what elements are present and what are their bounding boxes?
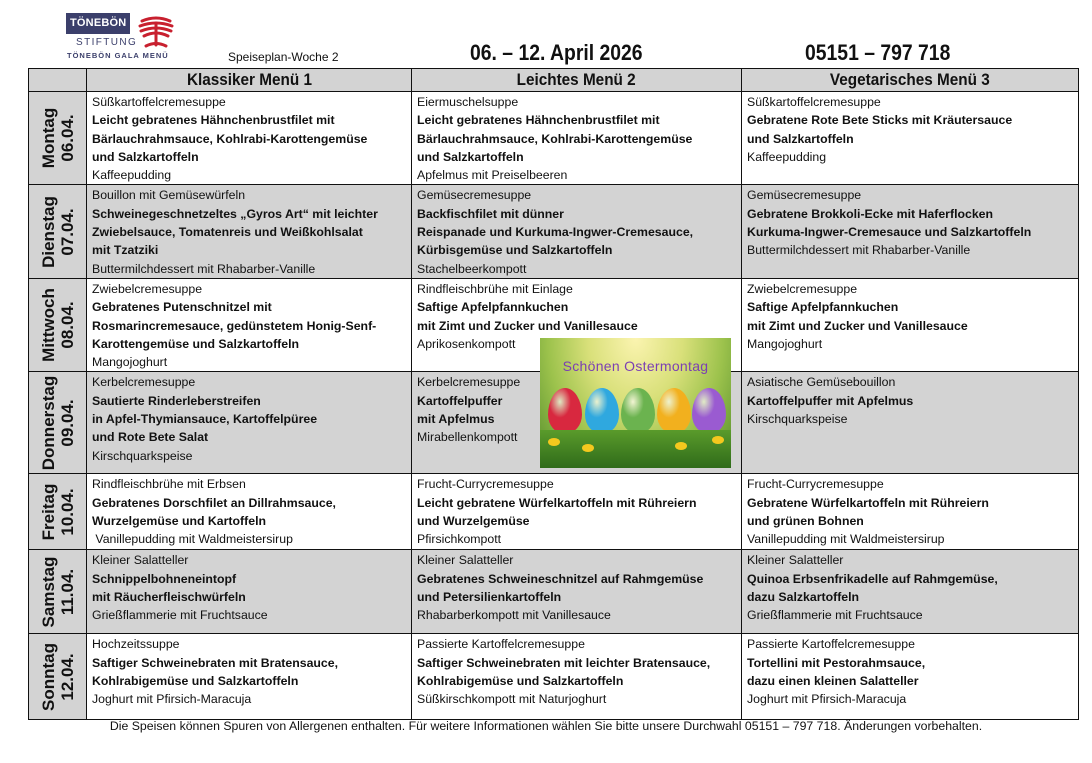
menu-cell-1 (87, 92, 412, 185)
egg-purple (692, 388, 726, 434)
dessert: Kirschquarkspeise (92, 448, 193, 463)
dessert: Mirabellenkompott (417, 430, 518, 445)
soup: Zwiebelcremesuppe (92, 281, 203, 296)
easter-image (540, 338, 731, 468)
dessert: Pfirsichkompott (417, 532, 502, 547)
soup: Hochzeitssuppe (92, 637, 180, 652)
soup: Zwiebelcremesuppe (747, 281, 858, 296)
main-dish-line: Saftige Apfelpfannkuchen (747, 300, 899, 315)
tree-icon (136, 13, 176, 49)
logo (66, 13, 186, 63)
day-label-cell (29, 92, 87, 185)
day-name: Montag (38, 108, 58, 169)
main-dish-line: Bärlauchrahmsauce, Kohlrabi-Karottengemüse (417, 131, 693, 146)
main-dish-line: Gebratenes Schweineschnitzel auf Rahmgemüse (417, 571, 704, 586)
soup: Süßkartoffelcremesuppe (747, 95, 881, 109)
day-label-cell (29, 634, 87, 720)
logo-brand: TÖNEBÖN (66, 13, 130, 34)
main-dish-line: Schweinegeschnetzeltes „Gyros Art“ mit leichter (92, 206, 378, 221)
main-dish-line: mit Zimt und Zucker und Vanillesauce (747, 318, 968, 333)
day-date: 08.04. (57, 301, 77, 349)
day-label-cell (29, 278, 87, 371)
main-dish-line: Kartoffelpuffer (417, 393, 503, 408)
main-dish-line: mit Räucherfleischwürfeln (92, 590, 246, 605)
dessert: Kaffeepudding (747, 149, 827, 164)
day-label-cell (29, 474, 87, 550)
soup: Süßkartoffelcremesuppe (92, 95, 226, 109)
soup: Kleiner Salatteller (417, 553, 514, 568)
logo-sub: STIFTUNG (76, 37, 138, 48)
day-date: 12.04. (57, 653, 77, 701)
soup: Kerbelcremesuppe (92, 375, 196, 390)
main-dish-line: Gebratenes Dorschfilet an Dillrahmsauce, (92, 495, 336, 510)
easter-caption: Schönen Ostermontag (562, 358, 709, 374)
date-range: 06. – 12. April 2026 (470, 40, 643, 65)
soup: Passierte Kartoffelcremesuppe (417, 637, 585, 652)
main-dish-line: und grünen Bohnen (747, 514, 864, 529)
day-date: 11.04. (57, 568, 77, 616)
main-dish-line: Kürbisgemüse und Salzkartoffeln (417, 243, 613, 258)
dessert: Mangojoghurt (92, 355, 168, 370)
soup: Bouillon mit Gemüsewürfeln (92, 188, 246, 203)
header-menu-1 (87, 69, 412, 92)
main-dish-line: dazu Salzkartoffeln (747, 590, 860, 605)
menu-cell-3 (742, 185, 1079, 278)
flower (548, 438, 560, 446)
day-label (39, 288, 77, 362)
main-dish-line: Backfischfilet mit dünner (417, 206, 564, 221)
menu-cell-2 (412, 185, 742, 278)
main-dish-line: Saftige Apfelpfannkuchen (417, 300, 569, 315)
day-row-sonntag (29, 634, 1079, 720)
main-dish-line: Gebratene Rote Bete Sticks mit Kräutersauce (747, 113, 1013, 128)
dessert: Süßkirschkompott mit Naturjoghurt (417, 692, 607, 707)
header-day-col (29, 69, 87, 92)
day-date: 10.04. (57, 488, 77, 536)
soup: Gemüsecremesuppe (417, 188, 532, 203)
dessert: Mangojoghurt (747, 336, 823, 351)
main-dish-line: und Salzkartoffeln (92, 149, 199, 164)
menu-cell-3 (742, 278, 1079, 371)
dessert: Grießflammerie mit Fruchtsauce (92, 608, 268, 623)
soup: Rindfleischbrühe mit Einlage (417, 281, 573, 296)
menu-cell-3 (742, 372, 1079, 474)
main-dish-line: Sautierte Rinderleberstreifen (92, 393, 261, 408)
flower (712, 436, 724, 444)
menu-cell-2 (412, 634, 742, 720)
main-dish-line: Kohlrabigemüse und Salzkartoffeln (417, 674, 624, 689)
day-name: Mittwoch (38, 288, 58, 363)
main-dish-line: dazu einen kleinen Salatteller (747, 674, 919, 689)
main-dish-line: Karottengemüse und Salzkartoffeln (92, 336, 300, 351)
soup: Passierte Kartoffelcremesuppe (747, 637, 915, 652)
main-dish-line: Schnippelbohneneintopf (92, 571, 237, 586)
day-row-freitag (29, 474, 1079, 550)
egg-red (548, 388, 582, 434)
logo-gala: TÖNEBÖN GALA MENÜ (67, 51, 169, 60)
day-name: Sonntag (38, 642, 58, 711)
main-dish-line: mit Tzatziki (92, 243, 159, 258)
soup: Frucht-Currycremesuppe (417, 477, 554, 492)
day-label (39, 557, 77, 628)
main-dish-line: Saftiger Schweinebraten mit leichter Bratensauce, (417, 655, 711, 670)
main-dish-line: Zwiebelsauce, Tomatenreis und Weißkohlsalat (92, 225, 363, 240)
menu-cell-1 (87, 634, 412, 720)
main-dish-line: Kurkuma-Ingwer-Cremesauce und Salzkartoffeln (747, 225, 1032, 240)
main-dish-line: Gebratene Brokkoli-Ecke mit Haferflocken (747, 206, 994, 221)
soup: Kerbelcremesuppe (417, 375, 521, 390)
main-dish-line: mit Zimt und Zucker und Vanillesauce (417, 318, 638, 333)
day-row-samstag (29, 550, 1079, 634)
day-date: 07.04. (57, 208, 77, 256)
main-dish-line: Reispanade und Kurkuma-Ingwer-Cremesauce, (417, 225, 694, 240)
day-label (39, 643, 77, 711)
soup: Gemüsecremesuppe (747, 188, 862, 203)
menu-cell-2 (412, 92, 742, 185)
day-label-cell (29, 550, 87, 634)
menu-cell-3 (742, 634, 1079, 720)
dessert: Kirschquarkspeise (747, 412, 848, 427)
menu-cell-2 (412, 474, 742, 550)
header-menu-1-label: Klassiker Menü 1 (186, 70, 312, 89)
main-dish-line: Tortellini mit Pestorahmsauce, (747, 655, 926, 670)
menu-cell-3 (742, 550, 1079, 634)
main-dish-line: und Rote Bete Salat (92, 430, 209, 445)
day-label-cell (29, 372, 87, 474)
menu-cell-3 (742, 474, 1079, 550)
day-name: Dienstag (38, 195, 58, 268)
day-name: Freitag (38, 483, 58, 541)
egg-green (621, 388, 655, 434)
dessert: Apfelmus mit Preiselbeeren (417, 168, 568, 183)
dessert: Vanillepudding mit Waldmeistersirup (747, 532, 945, 547)
main-dish-line: Gebratenes Putenschnitzel mit (92, 300, 272, 315)
menu-cell-1 (87, 474, 412, 550)
grass (540, 430, 731, 468)
dessert: Aprikosenkompott (417, 336, 516, 351)
main-dish-line: und Petersilienkartoffeln (417, 590, 562, 605)
main-dish-line: Bärlauchrahmsauce, Kohlrabi-Karottengemüse (92, 131, 368, 146)
header-menu-2 (412, 69, 742, 92)
footer-note: Die Speisen können Spuren von Allergenen enthalten. Für weitere Informationen wählen Sie bitte unsere Durchwahl 05151 – 797 718. Änderungen vorbehalten. (109, 719, 983, 733)
flower (675, 442, 687, 450)
week-label: Speiseplan-Woche 2 (228, 50, 339, 64)
day-name: Samstag (38, 556, 58, 628)
main-dish-line: Leicht gebratenes Hähnchenbrustfilet mit (417, 113, 660, 128)
egg-yellow (657, 388, 691, 434)
header-row (29, 69, 1079, 92)
main-dish-line: und Wurzelgemüse (417, 514, 530, 529)
main-dish-line: Leicht gebratenes Hähnchenbrustfilet mit (92, 113, 335, 128)
phone-number: 05151 – 797 718 (805, 40, 951, 65)
dessert: Vanillepudding mit Waldmeistersirup (92, 532, 293, 547)
menu-cell-1 (87, 550, 412, 634)
dessert: Grießflammerie mit Fruchtsauce (747, 608, 923, 623)
header-menu-3 (742, 69, 1079, 92)
main-dish-line: Kohlrabigemüse und Salzkartoffeln (92, 674, 299, 689)
soup: Kleiner Salatteller (747, 553, 844, 568)
main-dish-line: in Apfel-Thymiansauce, Kartoffelpüree (92, 412, 318, 427)
soup: Eiermuschelsuppe (417, 95, 519, 109)
main-dish-line: Rosmarincremesauce, gedünstetem Honig-Senf- (92, 318, 377, 333)
main-dish-line: Gebratene Würfelkartoffeln mit Rühreiern (747, 495, 989, 510)
day-label (39, 108, 77, 168)
menu-cell-3 (742, 92, 1079, 185)
main-dish-line: und Salzkartoffeln (417, 149, 524, 164)
main-dish-line: Kartoffelpuffer mit Apfelmus (747, 393, 914, 408)
menu-cell-2 (412, 550, 742, 634)
menu-cell-1 (87, 372, 412, 474)
main-dish-line: und Salzkartoffeln (747, 131, 854, 146)
main-dish-line: mit Apfelmus (417, 412, 495, 427)
flower (582, 444, 594, 452)
day-name: Donnerstag (38, 375, 58, 471)
dessert: Stachelbeerkompott (417, 261, 527, 276)
dessert: Joghurt mit Pfirsich-Maracuja (92, 692, 252, 707)
day-date: 09.04. (57, 399, 77, 447)
main-dish-line: Wurzelgemüse und Kartoffeln (92, 514, 266, 529)
day-label (39, 484, 77, 541)
soup: Kleiner Salatteller (92, 553, 189, 568)
header-menu-3-label: Vegetarisches Menü 3 (830, 70, 990, 89)
egg-blue (585, 388, 619, 434)
dessert: Buttermilchdessert mit Rhabarber-Vanille (747, 243, 971, 258)
day-label (39, 376, 77, 470)
main-dish-line: Saftiger Schweinebraten mit Bratensauce, (92, 655, 339, 670)
soup: Frucht-Currycremesuppe (747, 477, 884, 492)
day-date: 06.04. (57, 114, 77, 162)
day-row-montag (29, 92, 1079, 185)
header-menu-2-label: Leichtes Menü 2 (516, 70, 637, 89)
day-label-cell (29, 185, 87, 278)
day-row-dienstag (29, 185, 1079, 278)
day-label (39, 196, 77, 268)
soup: Rindfleischbrühe mit Erbsen (92, 477, 246, 492)
main-dish-line: Quinoa Erbsenfrikadelle auf Rahmgemüse, (747, 571, 998, 586)
menu-cell-1 (87, 278, 412, 371)
menu-cell-1 (87, 185, 412, 278)
dessert: Joghurt mit Pfirsich-Maracuja (747, 692, 907, 707)
dessert: Rhabarberkompott mit Vanillesauce (417, 608, 611, 623)
dessert: Kaffeepudding (92, 168, 172, 183)
main-dish-line: Leicht gebratene Würfelkartoffeln mit Rühreiern (417, 495, 697, 510)
dessert: Buttermilchdessert mit Rhabarber-Vanille (92, 261, 316, 276)
soup: Asiatische Gemüsebouillon (747, 375, 896, 390)
